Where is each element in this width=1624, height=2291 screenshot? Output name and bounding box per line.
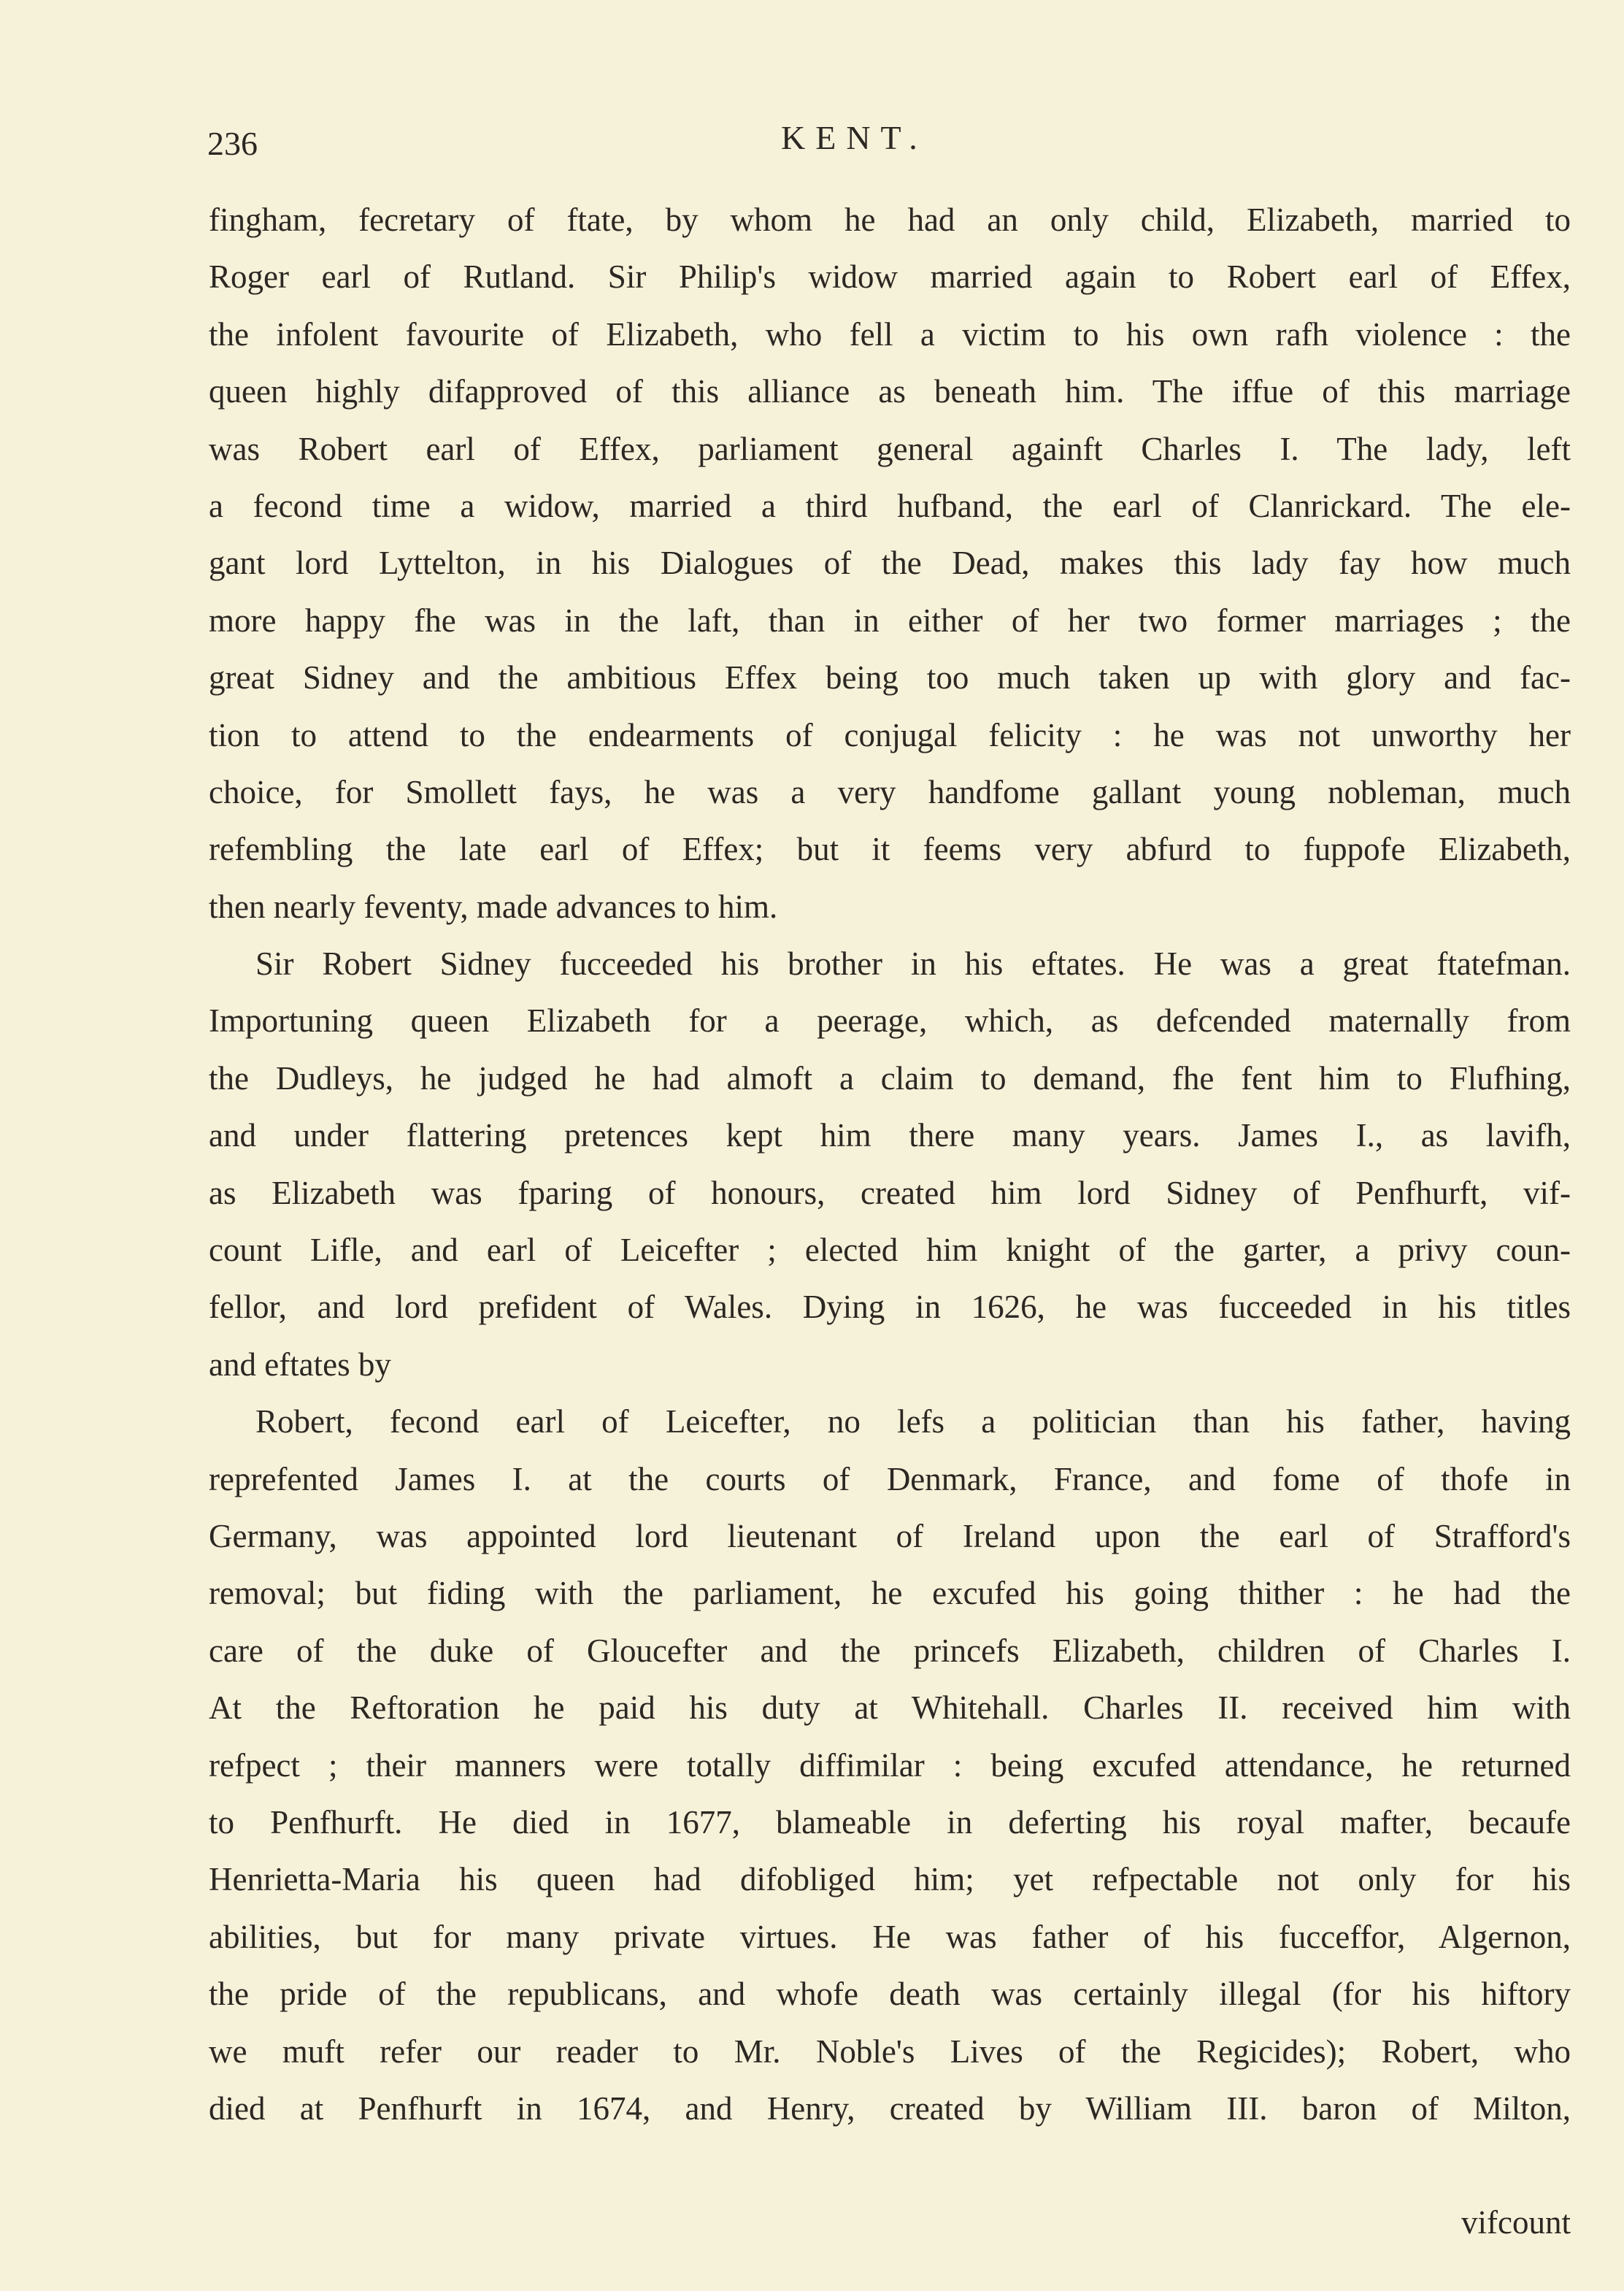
text-line: Germany, was appointed lord lieutenant of Ireland upon the earl of Strafford's <box>209 1517 1571 1554</box>
text-line: reprefented James I. at the courts of Denmark, France, and fome of thofe in <box>209 1460 1571 1497</box>
text-line: was Robert earl of Effex, parliament general againft Charles I. The lady, left <box>209 430 1571 467</box>
page-number: 236 <box>207 125 258 162</box>
text-line: care of the duke of Gloucefter and the princefs Elizabeth, children of Charles I. <box>209 1632 1571 1669</box>
text-line: to Penfhurft. He died in 1677, blameable in deferting his royal mafter, becaufe <box>209 1803 1571 1841</box>
text-line: great Sidney and the ambitious Effex being too much taken up with glory and fac- <box>209 659 1571 696</box>
text-line: a fecond time a widow, married a third hufband, the earl of Clanrickard. The ele- <box>209 487 1571 524</box>
text-line: and under flattering pretences kept him there many years. James I., as lavifh, <box>209 1117 1571 1154</box>
text-line: as Elizabeth was fparing of honours, created him lord Sidney of Penfhurft, vif- <box>209 1174 1571 1211</box>
text-line: Robert, fecond earl of Leicefter, no lefs a politician than his father, having <box>255 1403 1571 1440</box>
text-line: Importuning queen Elizabeth for a peerage, which, as defcended maternally from <box>209 1002 1571 1040</box>
text-line: more happy fhe was in the laft, than in either of her two former marriages ; the <box>209 602 1571 639</box>
text-line: Sir Robert Sidney fucceeded his brother in his eftates. He was a great ftatefman. <box>255 945 1571 983</box>
text-line: then nearly feventy, made advances to him. <box>209 888 778 925</box>
text-line: choice, for Smollett fays, he was a very handfome gallant young nobleman, much <box>209 773 1571 810</box>
text-line: refpect ; their manners were totally diffimilar : being excufed attendance, he returned <box>209 1746 1571 1784</box>
text-line: the Dudleys, he judged he had almoft a claim to demand, fhe fent him to Flufhing, <box>209 1059 1571 1097</box>
body-text <box>209 191 1571 2137</box>
text-line: Roger earl of Rutland. Sir Philip's widow married again to Robert earl of Effex, <box>209 258 1571 296</box>
text-line: removal; but fiding with the parliament, he excufed his going thither : he had the <box>209 1575 1571 1612</box>
text-line: we muft refer our reader to Mr. Noble's Lives of the Regicides); Robert, who <box>209 2033 1571 2070</box>
text-line: At the Reftoration he paid his duty at Whitehall. Charles II. received him with <box>209 1689 1571 1727</box>
text-line: tion to attend to the endearments of conjugal felicity : he was not unworthy her <box>209 716 1571 753</box>
text-line: the pride of the republicans, and whofe death was certainly illegal (for his hiftory <box>209 1976 1571 2013</box>
text-line: the infolent favourite of Elizabeth, who fell a victim to his own rafh violence : the <box>209 315 1571 353</box>
text-line: died at Penfhurft in 1674, and Henry, created by William III. baron of Milton, <box>209 2089 1571 2127</box>
text-line: Henrietta-Maria his queen had difobliged him; yet refpectable not only for his <box>209 1861 1571 1898</box>
text-line: fingham, fecretary of ftate, by whom he had an only child, Elizabeth, married to <box>209 202 1571 238</box>
running-head: KENT. <box>781 119 928 156</box>
text-line: fellor, and lord prefident of Wales. Dying in 1626, he was fucceeded in his titles <box>209 1289 1571 1326</box>
text-line: and eftates by <box>209 1346 391 1383</box>
text-line: gant lord Lyttelton, in his Dialogues of the Dead, makes this lady fay how much <box>209 545 1571 582</box>
text-line: refembling the late earl of Effex; but it feems very abfurd to fuppofe Elizabeth, <box>209 831 1571 868</box>
text-line: abilities, but for many private virtues. He was father of his fucceffor, Algernon, <box>209 1918 1571 1955</box>
text-line: count Lifle, and earl of Leicefter ; elected him knight of the garter, a privy coun- <box>209 1232 1571 1269</box>
catchword: vifcount <box>1461 2204 1571 2241</box>
text-line: queen highly difapproved of this alliance as beneath him. The iffue of this marriage <box>209 373 1571 410</box>
